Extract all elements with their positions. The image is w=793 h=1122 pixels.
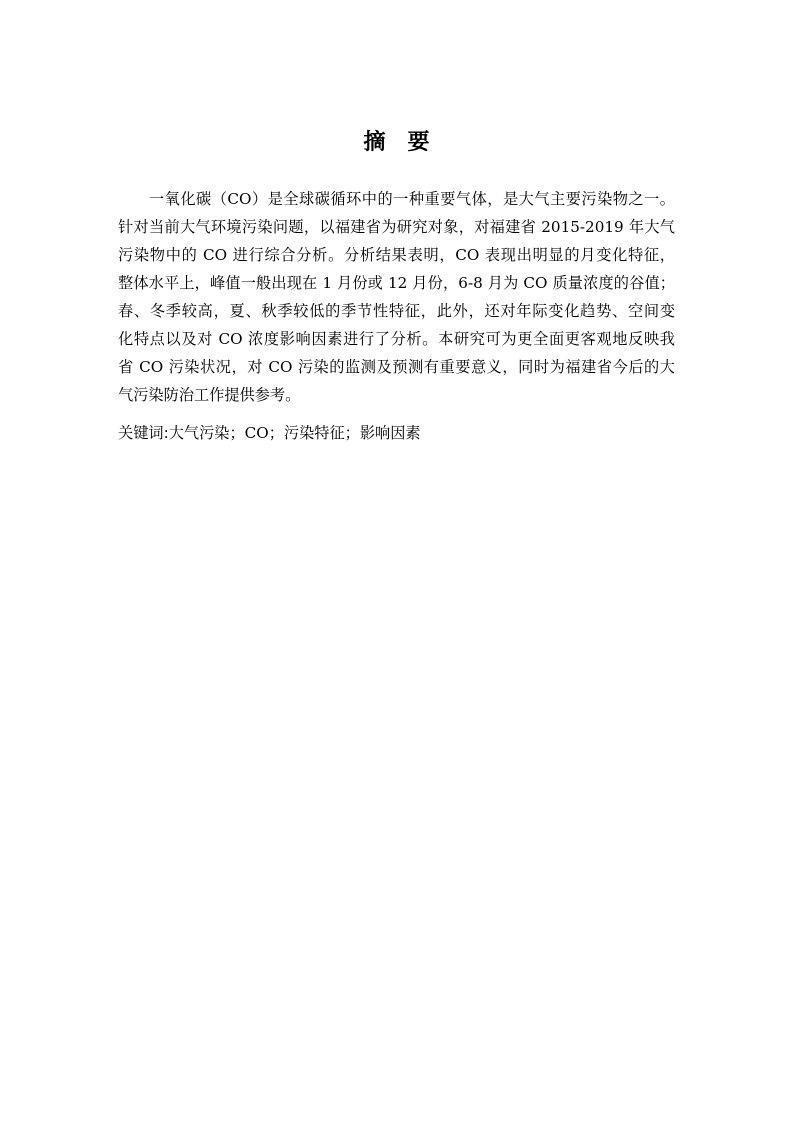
abstract-line: 一氧化碳（CO）是全球碳循环中的一种重要气体，是大气主要污染物之一。 bbox=[149, 190, 675, 208]
abstract-line: 化特点以及对 CO 浓度影响因素进行了分析。本研究可为更全面更客观地反映我 bbox=[118, 330, 675, 348]
abstract-title: 摘要 bbox=[363, 130, 452, 155]
keywords-text: 大气污染；CO；污染特征；影响因素 bbox=[168, 424, 421, 442]
keywords-label: 关键词: bbox=[118, 424, 169, 442]
abstract-line: 气污染防治工作提供参考。 bbox=[118, 386, 301, 404]
abstract-line: 整体水平上，峰值一般出现在 1 月份或 12 月份，6-8 月为 CO 质量浓度的谷值； bbox=[118, 274, 675, 292]
abstract-line: 省 CO 污染状况，对 CO 污染的监测及预测有重要意义，同时为福建省今后的大 bbox=[118, 358, 675, 376]
keywords-row bbox=[118, 421, 675, 445]
abstract-line: 污染物中的 CO 进行综合分析。分析结果表明，CO 表现出明显的月变化特征， bbox=[118, 246, 675, 264]
abstract-line: 针对当前大气环境污染问题，以福建省为研究对象，对福建省 2015-2019 年大气 bbox=[118, 218, 675, 236]
abstract-body bbox=[118, 185, 675, 409]
abstract-line: 春、冬季较高，夏、秋季较低的季节性特征，此外，还对年际变化趋势、空间变 bbox=[118, 302, 675, 320]
